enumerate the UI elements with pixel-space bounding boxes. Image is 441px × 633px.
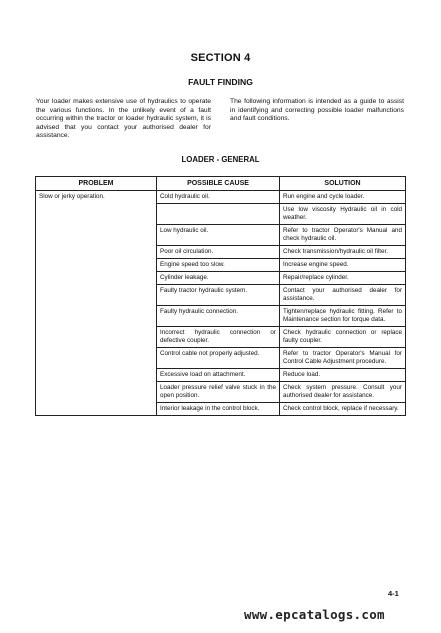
cause-cell: Excessive load on attachment. [157,369,280,382]
cause-cell: Engine speed too slow. [157,259,280,272]
page-title: FAULT FINDING [188,77,253,87]
page-number: 4-1 [388,589,399,598]
cause-cell: Low hydraulic oil. [157,225,280,246]
solution-cell: Reduce load. [280,369,406,382]
cause-cell: Control cable not properly adjusted. [157,348,280,369]
solution-cell: Contact your authorised dealer for assistance. [280,285,406,306]
intro-paragraph-left: Your loader makes extensive use of hydraulics to operate the various functions. In the unlikely event of a fault occurring within the tractor or loader hydraulic system, it is advised that you contact your authorised dealer for assistance. [36,98,211,140]
solution-cell: Tighten/replace hydraulic fitting. Refer to Maintenance section for torque data. [280,306,406,327]
solution-cell: Run engine and cycle loader. [280,191,406,204]
problem-cell: Slow or jerky operation. [36,191,157,416]
solution-cell: Increase engine speed. [280,259,406,272]
section-heading: SECTION 4 [190,52,251,64]
solution-cell: Check hydraulic connection or replace faulty coupler. [280,327,406,348]
cause-cell: Interior leakage in the control block. [157,403,280,416]
cause-cell [157,204,280,225]
solution-cell: Repair/replace cylinder. [280,272,406,285]
cause-cell: Incorrect hydraulic connection or defective coupler. [157,327,280,348]
cause-cell: Poor oil circulation. [157,246,280,259]
table-row [36,191,406,204]
fault-finding-table [35,176,406,416]
solution-cell: Check system pressure. Consult your authorised dealer for assistance. [280,382,406,403]
cause-cell: Faulty tractor hydraulic system. [157,285,280,306]
table-title: LOADER - GENERAL [181,155,260,164]
header-possible-cause: POSSIBLE CAUSE [157,177,280,191]
cause-cell: Cylinder leakage. [157,272,280,285]
solution-cell: Check transmission/hydraulic oil filter. [280,246,406,259]
header-problem: PROBLEM [36,177,157,191]
watermark-url: www.epcatalogs.com [244,607,385,622]
intro-paragraph-right: The following information is intended as a guide to assist in identifying and correcting possible loader malfunctions and fault conditions. [230,98,404,123]
table-header-row [36,177,406,191]
solution-cell: Use low viscosity Hydraulic oil in cold weather. [280,204,406,225]
table-body [36,191,406,416]
solution-cell: Check control block, replace if necessary. [280,403,406,416]
cause-cell: Cold hydraulic oil. [157,191,280,204]
cause-cell: Loader pressure relief valve stuck in the open position. [157,382,280,403]
header-solution: SOLUTION [280,177,406,191]
solution-cell: Refer to tractor Operator's Manual and check hydraulic oil. [280,225,406,246]
solution-cell: Refer to tractor Operator's Manual for Control Cable Adjustment procedure. [280,348,406,369]
cause-cell: Faulty hydraulic connection. [157,306,280,327]
